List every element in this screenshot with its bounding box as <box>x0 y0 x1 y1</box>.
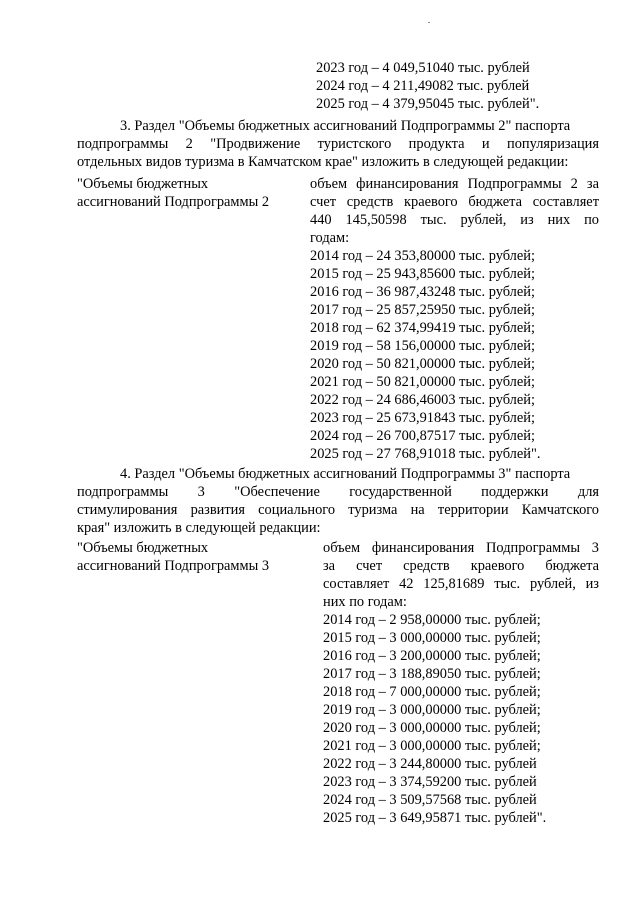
year-line: 2023 год – 25 673,91843 тыс. рублей; <box>310 410 535 426</box>
year-line: 2024 год – 4 211,49082 тыс. рублей <box>316 78 530 94</box>
year-line: 2015 год – 3 000,00000 тыс. рублей; <box>323 630 541 646</box>
year-line: 2017 год – 3 188,89050 тыс. рублей; <box>323 666 541 682</box>
intro-line: объем финансирования Подпрограммы 2 за <box>310 176 599 192</box>
para-line: стимулирования развития социального туризма на территории Камчатского <box>77 502 599 518</box>
year-line: 2023 год – 3 374,59200 тыс. рублей <box>323 774 537 790</box>
label-line: ассигнований Подпрограммы 3 <box>77 558 270 574</box>
intro-line: составляет 42 125,81689 тыс. рублей, из <box>323 576 599 592</box>
year-line: 2022 год – 24 686,46003 тыс. рублей; <box>310 392 535 408</box>
intro-line: объем финансирования Подпрограммы 3 <box>323 540 599 556</box>
year-line: 2015 год – 25 943,85600 тыс. рублей; <box>310 266 535 282</box>
label-line: "Объемы бюджетных <box>77 176 209 192</box>
year-line: 2016 год – 3 200,00000 тыс. рублей; <box>323 648 541 664</box>
para-line: подпрограммы 3 "Обеспечение государственной поддержки для <box>77 484 599 500</box>
para-line: подпрограммы 2 "Продвижение туристского продукта и популяризация <box>77 136 599 152</box>
year-line: 2020 год – 50 821,00000 тыс. рублей; <box>310 356 535 372</box>
year-line: 2016 год – 36 987,43248 тыс. рублей; <box>310 284 535 300</box>
label-line: ассигнований Подпрограммы 2 <box>77 194 270 210</box>
intro-line: 440 145,50598 тыс. рублей, из них по <box>310 212 599 228</box>
label-line: "Объемы бюджетных <box>77 540 209 556</box>
year-line: 2017 год – 25 857,25950 тыс. рублей; <box>310 302 535 318</box>
year-line: 2025 год – 27 768,91018 тыс. рублей". <box>310 446 541 462</box>
year-line: 2018 год – 62 374,99419 тыс. рублей; <box>310 320 535 336</box>
year-line: 2025 год – 4 379,95045 тыс. рублей". <box>316 96 540 112</box>
scan-speck <box>428 22 430 23</box>
year-line: 2018 год – 7 000,00000 тыс. рублей; <box>323 684 541 700</box>
para-line: отдельных видов туризма в Камчатском крае" изложить в следующей редакции: <box>77 154 569 170</box>
year-line: 2021 год – 50 821,00000 тыс. рублей; <box>310 374 535 390</box>
year-line: 2024 год – 26 700,87517 тыс. рублей; <box>310 428 535 444</box>
intro-line: них по годам: <box>323 594 407 610</box>
year-line: 2024 год – 3 509,57568 тыс. рублей <box>323 792 537 808</box>
year-line: 2020 год – 3 000,00000 тыс. рублей; <box>323 720 541 736</box>
para-line: 4. Раздел "Объемы бюджетных ассигнований Подпрограммы 3" паспорта <box>120 466 571 482</box>
year-line: 2022 год – 3 244,80000 тыс. рублей <box>323 756 537 772</box>
year-line: 2019 год – 58 156,00000 тыс. рублей; <box>310 338 535 354</box>
year-line: 2014 год – 2 958,00000 тыс. рублей; <box>323 612 541 628</box>
year-line: 2025 год – 3 649,95871 тыс. рублей". <box>323 810 547 826</box>
year-line: 2019 год – 3 000,00000 тыс. рублей; <box>323 702 541 718</box>
intro-line: за счет средств краевого бюджета <box>323 558 599 574</box>
year-line: 2014 год – 24 353,80000 тыс. рублей; <box>310 248 535 264</box>
intro-line: счет средств краевого бюджета составляет <box>310 194 599 210</box>
year-line: 2021 год – 3 000,00000 тыс. рублей; <box>323 738 541 754</box>
intro-line: годам: <box>310 230 350 246</box>
para-line: 3. Раздел "Объемы бюджетных ассигнований Подпрограммы 2" паспорта <box>120 118 571 134</box>
year-line: 2023 год – 4 049,51040 тыс. рублей <box>316 60 530 76</box>
para-line: края" изложить в следующей редакции: <box>77 520 321 536</box>
